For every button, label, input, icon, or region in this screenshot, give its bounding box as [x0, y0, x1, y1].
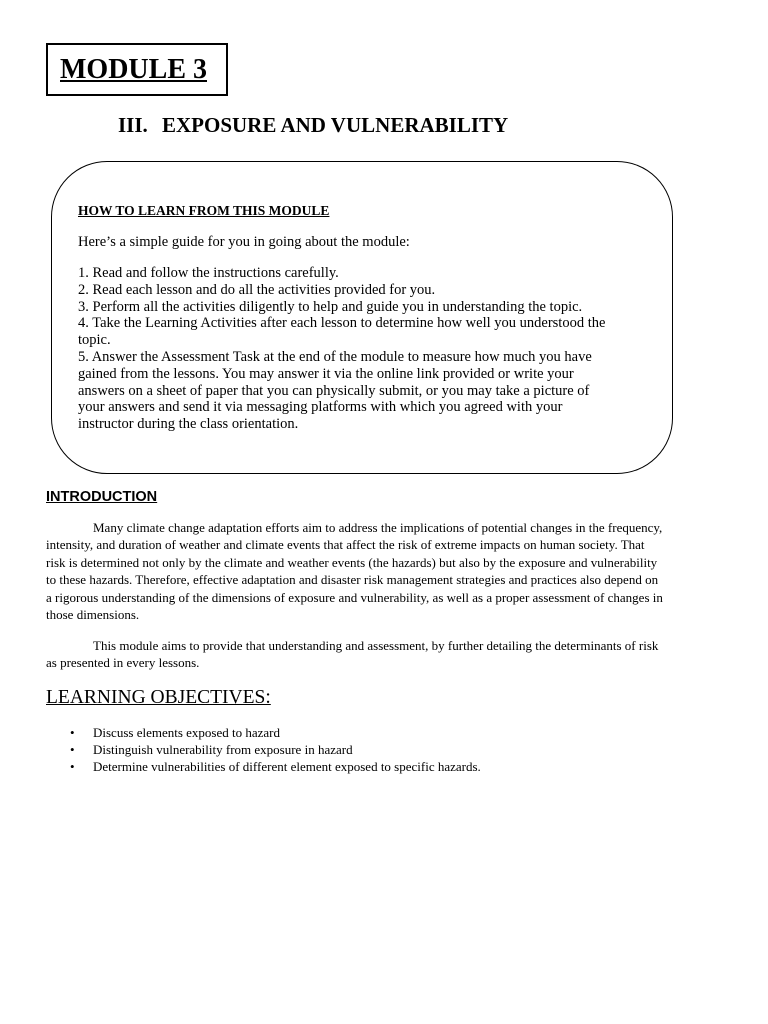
section-number: III.: [118, 113, 148, 137]
guide-line: 3. Perform all the activities diligently to help and guide you in understanding the topic.: [78, 298, 583, 315]
guide-title: HOW TO LEARN FROM THIS MODULE: [78, 203, 330, 218]
section-title: EXPOSURE AND VULNERABILITY: [162, 113, 509, 137]
guide-line: 4. Take the Learning Activities after each lesson to determine how well you understood the: [78, 315, 606, 332]
guide-line: 5. Answer the Assessment Task at the end of the module to measure how much you have: [78, 348, 592, 365]
paragraph-line: those dimensions.: [46, 607, 140, 623]
objective-text: Determine vulnerabilities of different element exposed to specific hazards.: [93, 758, 481, 774]
list-item: [46, 759, 481, 776]
learning-objectives-list: [46, 725, 481, 775]
guide-line: 2. Read each lesson and do all the activities provided for you.: [78, 281, 436, 298]
section-heading: [118, 112, 508, 138]
paragraph-line: intensity, and duration of weather and climate events that affect the risk of extreme impacts on human society. That: [46, 537, 645, 553]
paragraph-line: Many climate change adaptation efforts aim to address the implications of potential changes in the frequency,: [93, 520, 663, 535]
introduction-paragraph-1: [46, 519, 726, 623]
learning-objectives-heading: LEARNING OBJECTIVES:: [46, 687, 271, 708]
guide-line: answers on a sheet of paper that you can physically submit, or you may take a picture of: [78, 382, 590, 399]
module-title: MODULE 3: [60, 54, 207, 85]
introduction-heading: INTRODUCTION: [46, 489, 158, 505]
objective-text: Discuss elements exposed to hazard: [93, 725, 281, 740]
guide-line: instructor during the class orientation.: [78, 416, 299, 433]
guide-steps: [78, 265, 658, 433]
paragraph-line: This module aims to provide that understanding and assessment, by further detailing the determinants of risk: [93, 638, 659, 653]
module-title-box: [46, 43, 228, 96]
bullet-icon: •: [70, 758, 75, 774]
paragraph-line: as presented in every lessons.: [46, 655, 200, 671]
bullet-icon: •: [70, 725, 75, 740]
guide-line: gained from the lessons. You may answer it via the online link provided or write your: [78, 365, 574, 382]
guide-line: topic.: [78, 332, 111, 349]
guide-intro: Here’s a simple guide for you in going about the module:: [78, 234, 410, 250]
list-item: [46, 742, 481, 759]
paragraph-line: to these hazards. Therefore, effective adaptation and disaster risk management strategies and practices also depend on: [46, 572, 659, 588]
bullet-icon: •: [70, 741, 75, 757]
guide-line: 1. Read and follow the instructions carefully.: [78, 265, 339, 281]
list-item: [46, 725, 481, 742]
objective-text: Distinguish vulnerability from exposure in hazard: [93, 741, 353, 757]
paragraph-line: a rigorous understanding of the dimensions of exposure and vulnerability, as well as a proper assessment of changes in: [46, 589, 663, 605]
learning-guide-box: [51, 161, 673, 474]
paragraph-line: risk is determined not only by the climate and weather events (the hazards) but also by the exposure and vulnerability: [46, 554, 658, 570]
guide-line: your answers and send it via messaging platforms with which you agreed with your: [78, 399, 563, 416]
introduction-paragraph-2: [46, 637, 726, 672]
